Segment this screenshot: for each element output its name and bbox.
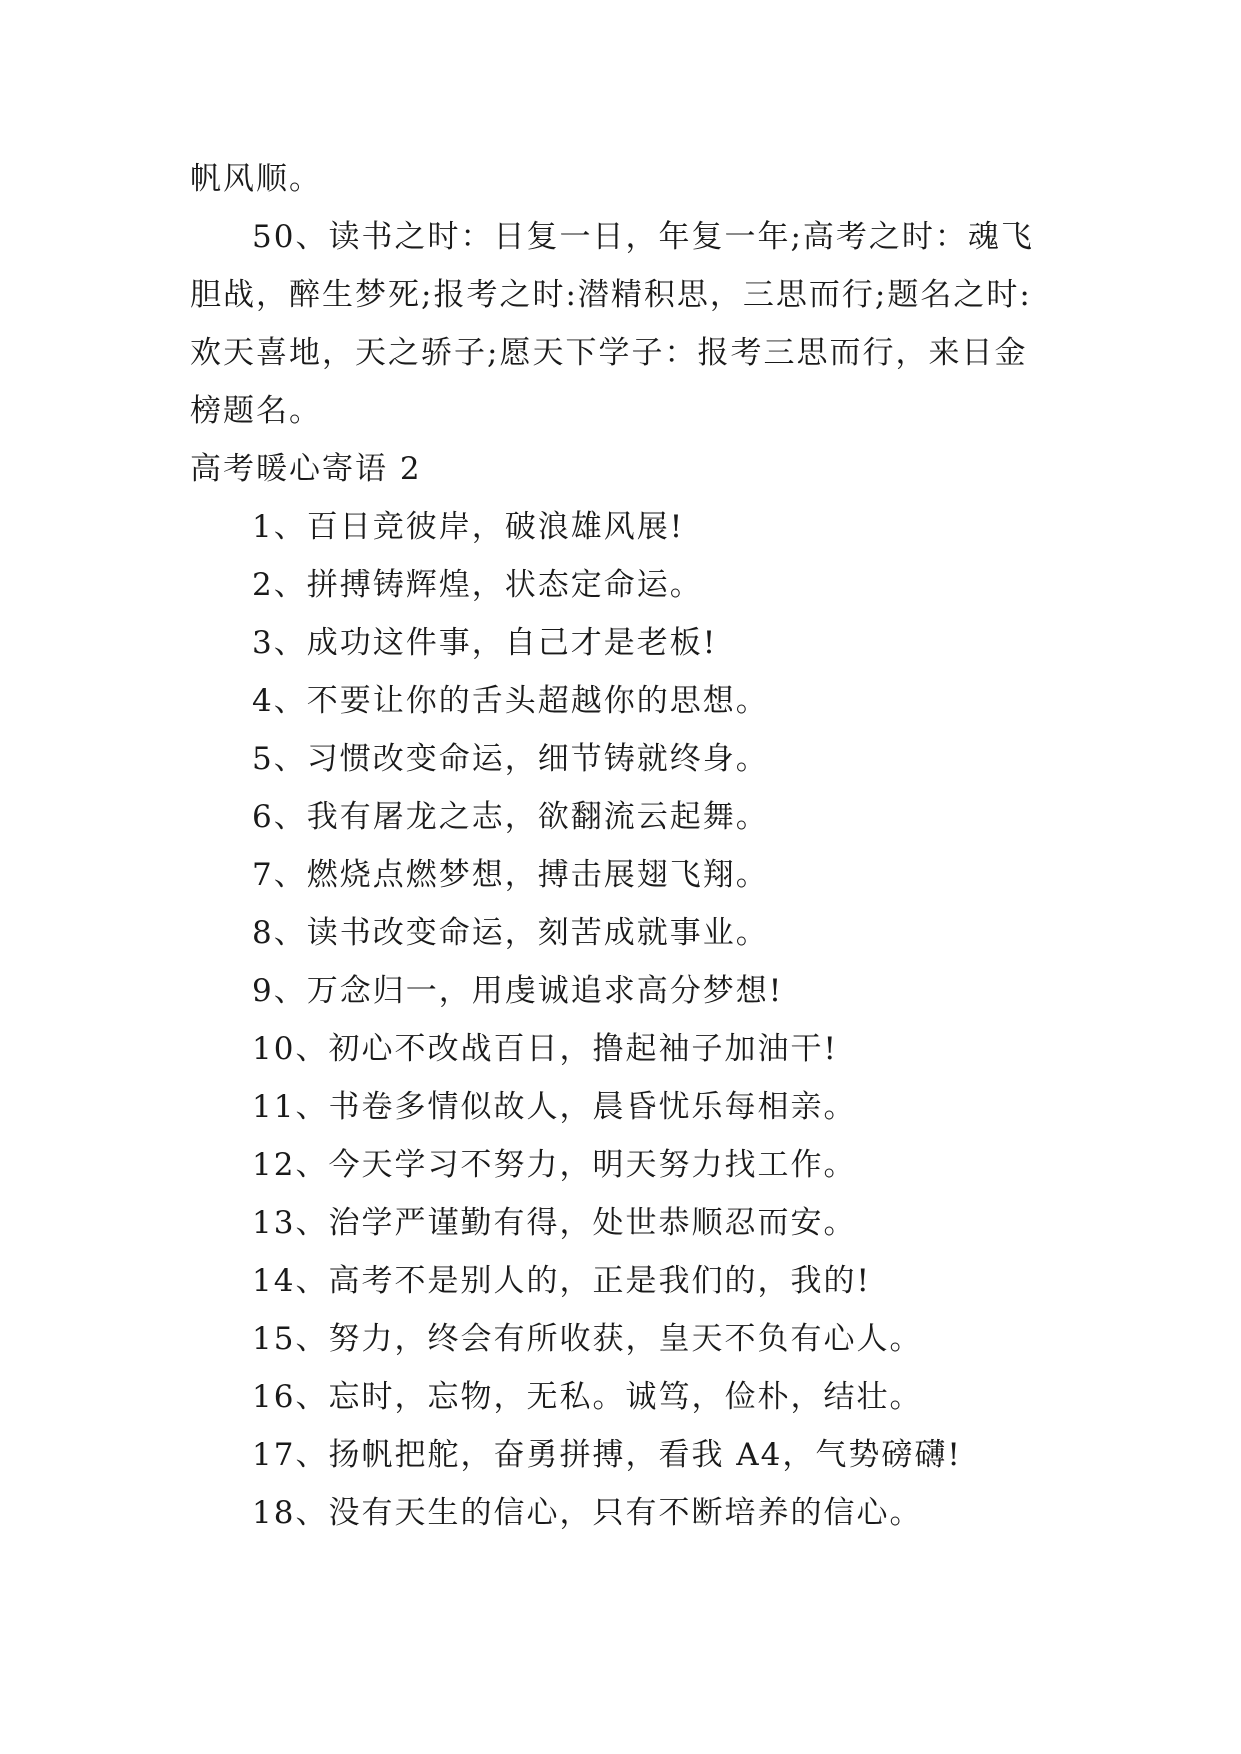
paragraph-50-line-3: 欢天喜地，天之骄子;愿天下学子：报考三思而行，来日金: [190, 335, 1028, 371]
list-item: 10、初心不改战百日，撸起袖子加油干!: [252, 1031, 838, 1067]
list-item: 8、读书改变命运，刻苦成就事业。: [252, 915, 769, 951]
list-item: 9、万念归一，用虔诚追求高分梦想!: [252, 973, 784, 1009]
list-item: 15、努力，终会有所收获，皇天不负有心人。: [252, 1321, 923, 1357]
list-item: 7、燃烧点燃梦想，搏击展翅飞翔。: [252, 857, 769, 893]
section-heading: 高考暖心寄语 2: [190, 451, 422, 487]
paragraph-50-line-1: 50、读书之时：日复一日，年复一年;高考之时：魂飞: [252, 219, 1034, 255]
list-item: 16、忘时，忘物，无私。诚笃，俭朴，结壮。: [252, 1379, 923, 1415]
list-item: 4、不要让你的舌头超越你的思想。: [252, 683, 769, 719]
list-item: 3、成功这件事，自己才是老板!: [252, 625, 718, 661]
list-item: 6、我有屠龙之志，欲翻流云起舞。: [252, 799, 769, 835]
list-item: 5、习惯改变命运，细节铸就终身。: [252, 741, 769, 777]
document-page: [190, 150, 1060, 1542]
paragraph-50-line-4: 榜题名。: [190, 393, 322, 429]
list-item: 2、拼搏铸辉煌，状态定命运。: [252, 567, 703, 603]
message-list: [190, 498, 1060, 1542]
continuation-text: 帆风顺。: [190, 161, 322, 197]
list-item: 13、治学严谨勤有得，处世恭顺忍而安。: [252, 1205, 857, 1241]
list-item: 1、百日竞彼岸，破浪雄风展!: [252, 509, 685, 545]
list-item: 12、今天学习不努力，明天努力找工作。: [252, 1147, 857, 1183]
paragraph-50: [190, 208, 1060, 440]
list-item: 18、没有天生的信心，只有不断培养的信心。: [252, 1495, 923, 1531]
list-item: 14、高考不是别人的，正是我们的，我的!: [252, 1263, 871, 1299]
paragraph-50-line-2: 胆战，醉生梦死;报考之时:潜精积思，三思而行;题名之时:: [190, 277, 1032, 313]
list-item: 17、扬帆把舵，奋勇拼搏，看我 A4，气势磅礴!: [252, 1437, 962, 1473]
list-item: 11、书卷多情似故人，晨昏忧乐每相亲。: [252, 1089, 857, 1125]
